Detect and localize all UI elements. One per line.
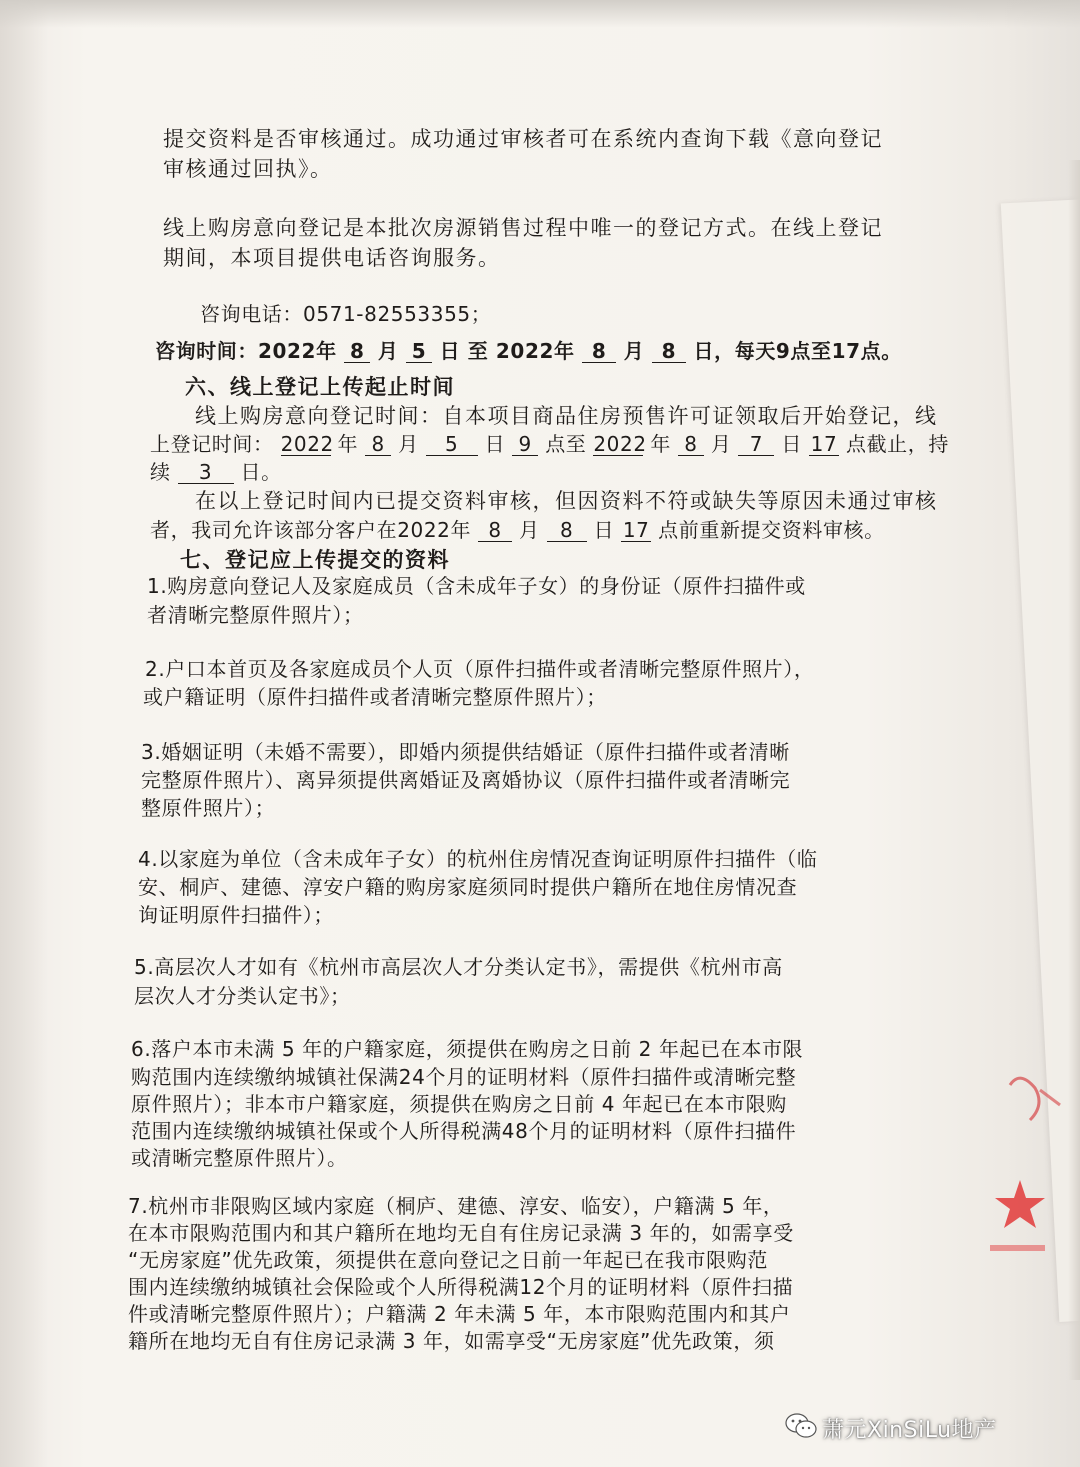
list-item: 层次人才分类认定书》； (134, 984, 351, 1008)
list-item: 件或清晰完整原件照片）；户籍满 2 年未满 5 年，本市限购范围内和其户 (128, 1302, 791, 1326)
list-item: 完整原件照片）、离异须提供离婚证及离婚协议（原件扫描件或者清晰完 (141, 768, 791, 792)
list-item: 7.杭州市非限购区域内家庭（桐庐、建德、淳安、临安），户籍满 5 年， (128, 1194, 784, 1218)
list-item: 或清晰完整原件照片）。 (131, 1146, 348, 1170)
consult-phone: 咨询电话：0571-82553355； (200, 302, 492, 326)
list-item: 在本市限购范围内和其户籍所在地均无自有住房记录满 3 年的，如需享受 (128, 1221, 794, 1245)
list-item: 4.以家庭为单位（含未成年子女）的杭州住房情况查询证明原件扫描件（临 (138, 847, 818, 871)
list-item: 询证明原件扫描件）； (138, 903, 334, 927)
list-item: 6.落户本市未满 5 年的户籍家庭，须提供在购房之日前 2 年起已在本市限 (131, 1037, 804, 1061)
list-item: 2.户口本首页及各家庭成员个人页（原件扫描件或者清晰完整原件照片）， (145, 657, 815, 681)
list-item: 或户籍证明（原件扫描件或者清晰完整原件照片）； (143, 685, 607, 709)
list-item: 1.购房意向登记人及家庭成员（含未成年子女）的身份证（原件扫描件或 (147, 574, 806, 598)
list-item: “无房家庭”优先政策，须提供在意向登记之日前一年起已在我市限购范 (128, 1248, 768, 1272)
registration-period: 上登记时间： 2022 年 8 月 5 日 9 点至 2022 年 8 月 7 日 17 点截止，持 (150, 432, 949, 456)
list-item: 5.高层次人才如有《杭州市高层次人才分类认定书》，需提供《杭州市高 (134, 955, 783, 979)
list-item: 3.婚姻证明（未婚不需要），即婚内须提供结婚证（原件扫描件或者清晰 (141, 740, 790, 764)
list-item: 围内连续缴纳城镇社会保险或个人所得税满12个月的证明材料（原件扫描 (128, 1275, 794, 1299)
list-item: 者清晰完整原件照片）； (147, 603, 364, 627)
list-item: 购范围内连续缴纳城镇社保满24个月的证明材料（原件扫描件或清晰完整 (131, 1065, 797, 1089)
list-item: 整原件照片）； (141, 796, 276, 820)
text-line: 期间，本项目提供电话咨询服务。 (163, 246, 501, 270)
list-item: 范围内连续缴纳城镇社保或个人所得税满48个月的证明材料（原件扫描件 (131, 1119, 797, 1143)
page-top-shadow (0, 0, 1080, 28)
text-line: 提交资料是否审核通过。成功通过审核者可在系统内查询下载《意向登记 (163, 127, 883, 151)
text-line: 线上购房意向登记时间：自本项目商品住房预售许可证领取后开始登记，线 (195, 404, 938, 428)
text-line: 线上购房意向登记是本批次房源销售过程中唯一的登记方式。在线上登记 (163, 216, 883, 240)
section-heading-6: 六、线上登记上传起止时间 (185, 374, 455, 399)
text-line: 审核通过回执》。 (163, 157, 333, 181)
section-heading-7: 七、登记应上传提交的资料 (180, 547, 450, 572)
list-item: 原件照片）；非本市户籍家庭，须提供在购房之日前 4 年起已在本市限购 (131, 1092, 787, 1116)
wechat-icon (784, 1411, 818, 1441)
consult-time: 咨询时间：2022年 8 月 5 日 至 2022年 8 月 8 日，每天9点至17点。 (155, 339, 902, 363)
registration-duration: 续 3 日。 (150, 460, 282, 484)
list-item: 安、桐庐、建德、淳安户籍的购房家庭须同时提供户籍所在地住房情况查 (138, 875, 798, 899)
list-item: 籍所在地均无自有住房记录满 3 年，如需享受“无房家庭”优先政策，须 (128, 1329, 775, 1353)
red-stamp-fragment (990, 1060, 1080, 1270)
resubmission-deadline: 者，我司允许该部分客户在2022年 8 月 8 日 17 点前重新提交资料审核。 (150, 518, 885, 542)
watermark-text: 萧元XinSiLu地产 (822, 1418, 997, 1443)
text-line: 在以上登记时间内已提交资料审核，但因资料不符或缺失等原因未通过审核 (195, 489, 938, 513)
